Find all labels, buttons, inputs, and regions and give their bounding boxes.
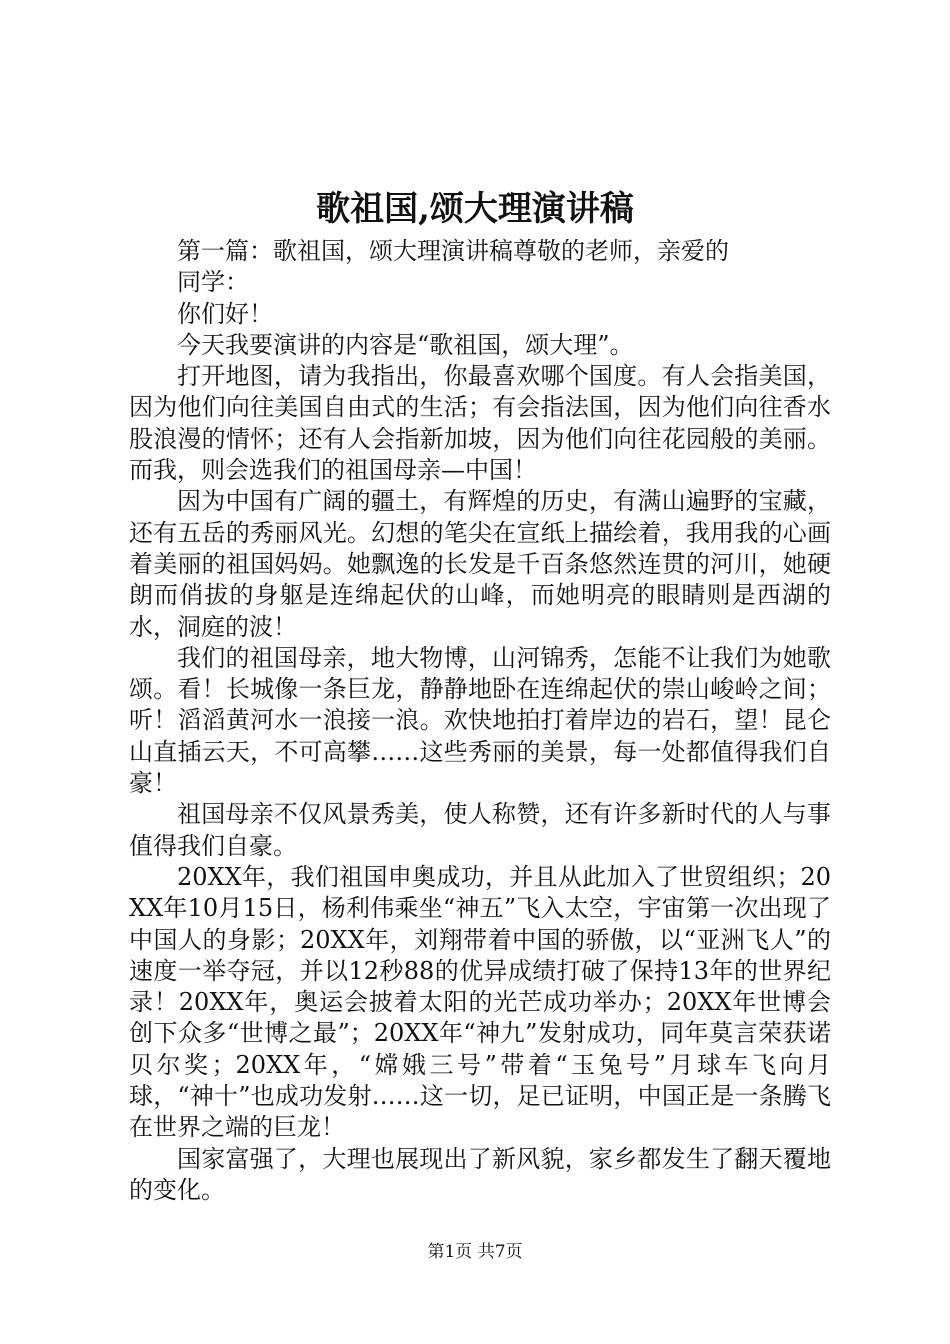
paragraph-heading: 第一篇：歌祖国，颂大理演讲稿尊敬的老师，亲爱的 bbox=[177, 237, 729, 265]
paragraph: 打开地图，请为我指出，你最喜欢哪个国度。有人会指美国，因为他们向往美国自由式的生活；有会指法国，因为他们向往香水股浪漫的情怀；还有人会指新加坡，因为他们向往花园般的美丽。而我，则会选我们的祖国母亲—中国！ bbox=[129, 362, 831, 485]
paragraph: 国家富强了，大理也展现出了新风貌，家乡都发生了翻天覆地的变化。 bbox=[129, 1144, 831, 1204]
paragraph-greeting: 你们好！ bbox=[177, 299, 273, 328]
paragraph: 祖国母亲不仅风景秀美，使人称赞，还有许多新时代的人与事值得我们自豪。 bbox=[129, 800, 831, 860]
paragraph: 20XX年，我们祖国申奥成功，并且从此加入了世贸组织；20XX年10月15日，杨利伟乘坐“神五”飞入太空，宇宙第一次出现了中国人的身影；20XX年，刘翔带着中国的骄傲，以“亚洲飞人”的速度一举夺冠，并以12秒88的优异成绩打破了保持13年的世界纪录！20XX年，奥运会披着太阳的光芒成功举办；20XX年世博会创下众多“世博之最”；20XX年“神九”发射成功，同年莫言荣获诺贝尔奖；20XX年，“嫦娥三号”带着“玉兔号”月球车飞向月球，“神十”也成功发射……这一切，足已证明，中国正是一条腾飞在世界之端的巨龙！ bbox=[129, 862, 831, 1142]
document-body bbox=[129, 236, 831, 1206]
paragraph-salutation: 同学： bbox=[177, 268, 249, 297]
document-title: 歌祖国,颂大理演讲稿 bbox=[316, 189, 634, 229]
paragraph: 因为中国有广阔的疆土，有辉煌的历史，有满山遍野的宝藏，还有五岳的秀丽风光。幻想的笔尖在宣纸上描绘着，我用我的心画着美丽的祖国妈妈。她飘逸的长发是千百条悠然连贯的河川，她硬朗而俏拔的身躯是连绵起伏的山峰，而她明亮的眼睛则是西湖的水，洞庭的波！ bbox=[129, 487, 831, 641]
page-number-footer: 第1页 共7页 bbox=[427, 1242, 523, 1262]
paragraph-topic: 今天我要演讲的内容是“歌祖国，颂大理”。 bbox=[177, 330, 634, 359]
paragraph: 我们的祖国母亲，地大物博，山河锦秀，怎能不让我们为她歌颂。看！长城像一条巨龙，静静地卧在连绵起伏的崇山峻岭之间；听！滔滔黄河水一浪接一浪。欢快地拍打着岸边的岩石，望！昆仑山直插云天，不可高攀……这些秀丽的美景，每一处都值得我们自豪！ bbox=[129, 643, 831, 798]
